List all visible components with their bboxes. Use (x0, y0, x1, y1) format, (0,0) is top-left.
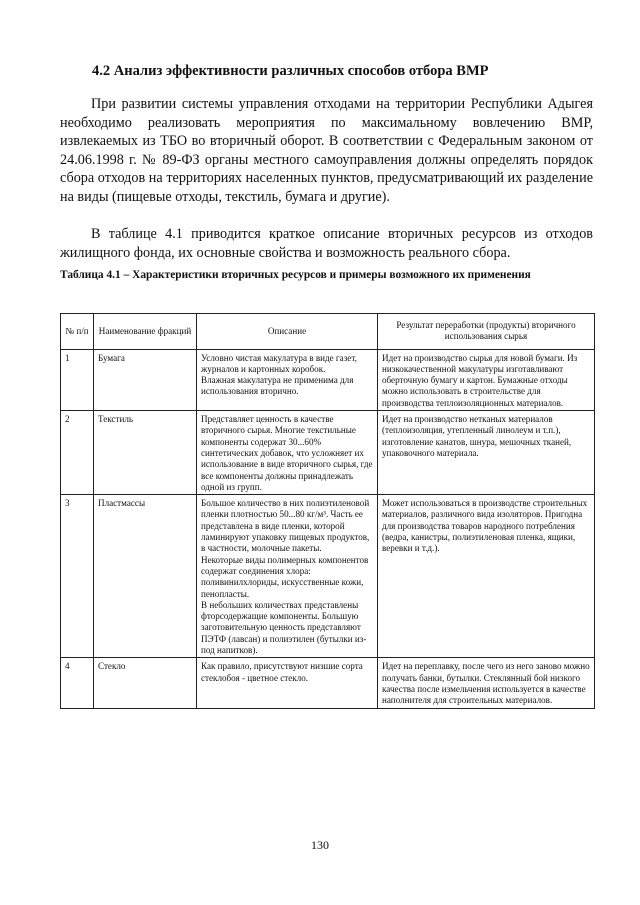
header-result: Результат переработки (продукты) вторичного использования сырья (378, 314, 595, 350)
row-fraction-name: Бумага (94, 349, 197, 410)
row-fraction-name: Текстиль (94, 411, 197, 495)
row-number: 3 (61, 495, 94, 658)
row-description: Как правило, присутствуют низшие сорта стеклобоя - цветное стекло. (197, 658, 378, 708)
table-caption: Таблица 4.1 – Характеристики вторичных ресурсов и примеры возможного их применения (60, 269, 531, 281)
header-fraction-name: Наименование фракций (94, 314, 197, 350)
paragraph-intro: При развитии системы управления отходами на территории Республики Адыгея необходимо реализовать мероприятия по максимальному вовлечению ВМР, извлекаемых из ТБО во вторичный оборот. В соответствии с Федеральным законом от 24.06.1998 г. № 89-ФЗ органы местного самоуправления должны определять порядок сбора отходов на территориях населенных пунктов, предусматривающий их разделение на виды (пищевые отходы, текстиль, бумага и другие). (60, 96, 593, 205)
row-description: Представляет ценность в качестве вторичного сырья. Многие текстильные компоненты содержат 30...60% синтетических добавок, что усложняет их использование в виде вторичного сырья, где все компоненты должны принадлежать одной из групп. (197, 411, 378, 495)
resources-table (60, 313, 595, 709)
row-fraction-name: Пластмассы (94, 495, 197, 658)
row-result: Идет на производство нетканых материалов (теплоизоляция, утепленный линолеум и т.п.), изготовление канатов, шнура, мешочных тканей, упаковочного материала. (378, 411, 595, 495)
header-description: Описание (197, 314, 378, 350)
table-row (61, 349, 595, 410)
row-fraction-name: Стекло (94, 658, 197, 708)
header-number: № п/п (61, 314, 94, 350)
section-heading: 4.2 Анализ эффективности различных способов отбора ВМР (92, 63, 489, 79)
paragraph-table-reference: В таблице 4.1 приводится краткое описание вторичных ресурсов из отходов жилищного фонда, их основные свойства и возможность реального сбора. (60, 226, 593, 261)
row-description: Большое количество в них полиэтиленовой пленки плотностью 50...80 кг/м³. Часть ее представлена в виде пленки, которой ламинируют упаковку пищевых продуктов, в частности, молочные пакеты. Некоторые виды полимерных компонентов содержат соединения хлора: поливинилхлориды, искусственные кожи, пенопласты. В небольших количествах представлены фторсодержащие компоненты. Большую заготовительную ценность представляют ПЭТФ (лавсан) и полиэтилен (бутылки из-под напитков). (197, 495, 378, 658)
row-result: Может использоваться в производстве строительных материалов, различного вида изоляторов. Пригодна для производства товаров народного потребления (ведра, канистры, полиэтиленовая пленка, ящики, веревки и т.д.). (378, 495, 595, 658)
row-number: 2 (61, 411, 94, 495)
row-number: 1 (61, 349, 94, 410)
table-body (61, 349, 595, 708)
page-number: 130 (311, 838, 329, 852)
row-number: 4 (61, 658, 94, 708)
row-description: Условно чистая макулатура в виде газет, журналов и картонных коробок. Влажная макулатура не применима для использования вторично. (197, 349, 378, 410)
table-row (61, 411, 595, 495)
row-result: Идет на производство сырья для новой бумаги. Из низкокачественной макулатуры изготавливают оберточную бумагу и картон. Бумажные отходы можно использовать в строительстве для производства теплоизоляционных материалов. (378, 349, 595, 410)
table-header-row (61, 314, 595, 350)
table-row (61, 658, 595, 708)
row-result: Идет на переплавку, после чего из него заново можно получать банки, бутылки. Стеклянный бой низкого качества после измельчения используется в качестве наполнителя для строительных материалов. (378, 658, 595, 708)
table-row (61, 495, 595, 658)
